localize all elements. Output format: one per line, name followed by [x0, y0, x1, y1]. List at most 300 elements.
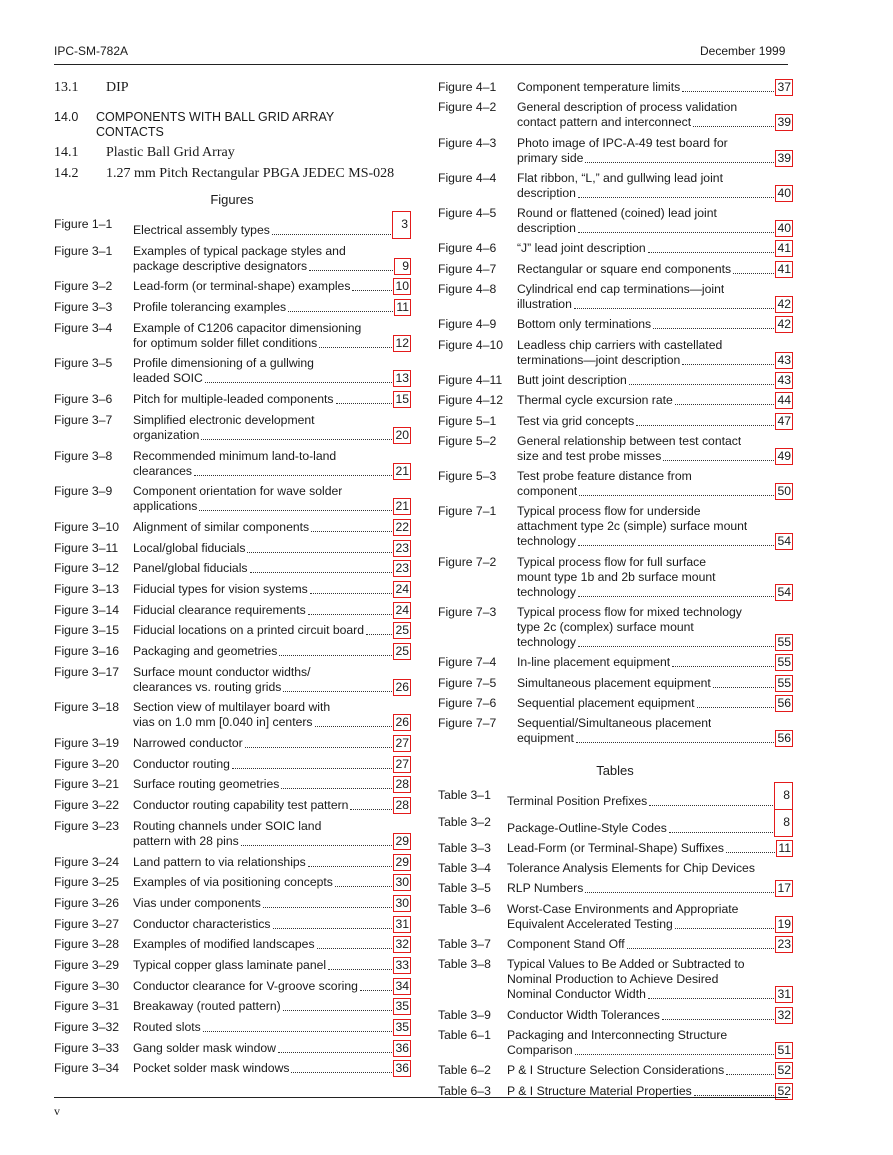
entry-title-line: Component temperature limits: [517, 80, 681, 94]
page-link[interactable]: 29: [395, 833, 409, 848]
figure-label: Figure 4–9: [438, 317, 497, 332]
table-entry: [438, 841, 792, 856]
page-link[interactable]: 11: [778, 840, 791, 855]
page-link[interactable]: 19: [777, 916, 791, 931]
page-link[interactable]: 35: [395, 1020, 409, 1034]
table-entry: [438, 881, 792, 896]
page-link[interactable]: 9: [395, 259, 410, 274]
page-link[interactable]: 55: [777, 635, 791, 650]
dot-leader: [576, 741, 775, 743]
page-link[interactable]: 21: [395, 499, 409, 514]
page-link[interactable]: 32: [395, 937, 409, 952]
figure-label: Figure 3–22: [54, 798, 120, 813]
figure-entry: [54, 937, 410, 952]
figure-label: Figure 3–26: [54, 895, 120, 910]
figure-entry: [54, 777, 410, 792]
figure-label: Figure 4–12: [438, 393, 504, 408]
entry-title-line: mount type 1b and 2b surface mount: [517, 569, 716, 584]
entry-title-line: Examples of typical package styles and: [133, 243, 346, 258]
entry-title-line: Conductor routing capability test pattern: [133, 798, 349, 813]
dot-leader: [311, 530, 392, 532]
page-link[interactable]: 33: [395, 957, 409, 972]
page-link[interactable]: 30: [395, 895, 409, 910]
page-link[interactable]: 28: [395, 777, 409, 792]
table-entry: [438, 1028, 792, 1058]
entry-title-line: Surface mount conductor widths/: [133, 664, 311, 679]
dot-leader: [360, 989, 393, 991]
page-link[interactable]: 42: [777, 297, 791, 312]
figure-entry: [54, 217, 410, 238]
dot-leader: [675, 927, 775, 929]
entry-title-line: Electrical assembly types: [133, 223, 270, 237]
entry-title-line: Packaging and Interconnecting Structure: [507, 1027, 728, 1042]
page-link[interactable]: 56: [777, 731, 791, 746]
page-link[interactable]: 49: [777, 448, 791, 463]
figure-label: Figure 3–23: [54, 818, 120, 833]
footer-rule: [54, 1097, 788, 1098]
figure-label: Figure 3–2: [54, 279, 113, 294]
figure-entry: [438, 206, 792, 236]
dot-leader: [648, 251, 775, 253]
dot-leader: [241, 844, 393, 846]
dot-leader: [627, 947, 775, 949]
entry-title-line: technology: [517, 635, 576, 650]
page-link[interactable]: 54: [777, 534, 791, 549]
figure-label: Figure 7–7: [438, 716, 497, 731]
figure-entry: [438, 338, 792, 368]
header-rule: [54, 64, 788, 65]
dot-leader: [636, 424, 774, 426]
entry-title-line: Conductor characteristics: [133, 916, 271, 931]
dot-leader: [669, 831, 773, 833]
section-number: 14.0: [54, 110, 79, 124]
entry-title-line: illustration: [517, 297, 572, 312]
dot-leader: [245, 746, 393, 748]
figure-entry: [54, 1061, 410, 1076]
page-link[interactable]: 43: [777, 352, 791, 367]
page-link[interactable]: 24: [395, 602, 409, 617]
figure-entry: [54, 541, 410, 556]
dot-leader: [682, 363, 774, 365]
page-link[interactable]: 50: [777, 484, 791, 499]
entry-title-line: Example of C1206 capacitor dimensioning: [133, 320, 362, 335]
section-entry: [54, 110, 410, 140]
figure-label: Figure 5–3: [438, 469, 497, 484]
entry-title-line: Typical process flow for mixed technology: [517, 605, 742, 620]
entry-title-line: Lead-form (or terminal-shape) examples: [133, 279, 351, 294]
entry-title-line: for optimum solder fillet conditions: [133, 335, 318, 350]
page-link[interactable]: 41: [777, 241, 791, 256]
dot-leader: [662, 1018, 775, 1020]
figure-entry: [54, 979, 410, 994]
page-link[interactable]: 54: [777, 584, 791, 599]
entry-title-line: type 2c (complex) surface mount: [517, 620, 694, 635]
entry-title-line: Routed slots: [133, 1020, 201, 1034]
dot-leader: [653, 327, 774, 329]
page-link[interactable]: 39: [777, 150, 791, 165]
page-link[interactable]: 12: [395, 335, 409, 350]
page-link[interactable]: 23: [395, 561, 409, 576]
page-link[interactable]: 25: [395, 623, 409, 638]
section-title: 1.27 mm Pitch Rectangular PBGA JEDEC MS-028: [106, 166, 395, 181]
figure-entry: [438, 100, 792, 130]
dot-leader: [726, 851, 775, 853]
entry-title-line: Fiducial locations on a printed circuit board: [133, 623, 365, 638]
figure-entry: [438, 171, 792, 201]
entry-title-line: Narrowed conductor: [133, 736, 243, 751]
page-link[interactable]: 24: [395, 581, 409, 596]
table-entry: [438, 957, 792, 1002]
page-link[interactable]: 44: [777, 393, 791, 408]
entry-title-line: Tolerance Analysis Elements for Chip Devices: [507, 861, 755, 876]
figure-label: Figure 4–4: [438, 170, 497, 185]
figure-entry: [54, 665, 410, 695]
entry-title-line: Photo image of IPC-A-49 test board for: [517, 135, 728, 150]
page-link[interactable]: 31: [395, 916, 409, 931]
dot-leader: [579, 494, 774, 496]
figure-entry: [438, 716, 792, 746]
page-link[interactable]: 28: [395, 798, 409, 813]
figure-label: Figure 3–3: [54, 300, 113, 315]
dot-leader: [578, 595, 774, 597]
dot-leader: [578, 196, 774, 198]
section-entry: [54, 80, 410, 96]
entry-title-line: Profile tolerancing examples: [133, 300, 287, 315]
entry-title-line: terminations—joint description: [517, 352, 681, 367]
dot-leader: [201, 438, 392, 440]
page-link[interactable]: 35: [395, 999, 409, 1014]
entry-title-line: Examples of modified landscapes: [133, 937, 315, 952]
figure-entry: [54, 700, 410, 730]
dot-leader: [283, 690, 392, 692]
figure-entry: [54, 999, 410, 1014]
entry-title-line: Typical process flow for underside: [517, 504, 701, 519]
page-link[interactable]: 27: [395, 756, 409, 771]
page-link[interactable]: 34: [395, 978, 409, 993]
table-label: Table 3–5: [438, 881, 491, 896]
entry-title-line: attachment type 2c (simple) surface mount: [517, 519, 748, 534]
dot-leader: [194, 474, 392, 476]
page-link[interactable]: 39: [777, 115, 791, 130]
figure-label: Figure 5–1: [438, 413, 497, 428]
entry-title-line: Conductor Width Tolerances: [507, 1007, 660, 1022]
dot-leader: [726, 1073, 774, 1075]
dot-leader: [675, 403, 775, 405]
entry-title-line: Nominal Conductor Width: [507, 987, 646, 1002]
entry-title-line: description: [517, 221, 576, 236]
dot-leader: [309, 269, 393, 271]
page-link[interactable]: 22: [395, 519, 409, 534]
figure-label: Figure 7–6: [438, 695, 497, 710]
dot-leader: [335, 885, 393, 887]
entry-title-line: Pitch for multiple-leaded components: [133, 392, 334, 407]
entry-title-line: P & I Structure Selection Considerations: [507, 1063, 725, 1078]
entry-title-line: General relationship between test contact: [517, 433, 742, 448]
entry-title-line: Examples of via positioning concepts: [133, 875, 333, 890]
page-link[interactable]: 47: [777, 413, 791, 428]
dot-leader: [278, 1051, 393, 1053]
figure-list-left: [54, 217, 410, 1076]
table-label: Table 3–1: [438, 788, 491, 803]
figures-heading: Figures: [210, 192, 254, 207]
figure-label: Figure 4–3: [438, 135, 497, 150]
figure-label: Figure 4–8: [438, 282, 497, 297]
entry-title-line: Vias under components: [133, 895, 261, 910]
page-link[interactable]: 36: [395, 1061, 409, 1076]
dot-leader: [328, 968, 392, 970]
figure-label: Figure 3–16: [54, 644, 120, 658]
page-link[interactable]: 55: [777, 655, 791, 670]
entry-title-line: technology: [517, 584, 576, 599]
figure-label: Figure 3–9: [54, 484, 113, 499]
figure-entry: [54, 321, 410, 351]
entry-title-line: Gang solder mask window: [133, 1040, 276, 1055]
page-link[interactable]: 52: [777, 1083, 791, 1098]
figure-entry: [438, 80, 792, 95]
entry-title-line: Component Stand Off: [507, 937, 625, 952]
page-link[interactable]: 25: [395, 644, 409, 658]
dot-leader: [247, 551, 392, 553]
page-link[interactable]: 37: [777, 80, 791, 94]
entry-title-line: Sequential placement equipment: [517, 695, 695, 710]
page-link[interactable]: 26: [395, 715, 409, 730]
page-link[interactable]: 30: [395, 875, 409, 890]
page-link[interactable]: 32: [777, 1007, 791, 1022]
page-link[interactable]: 3: [393, 212, 410, 238]
entry-title-line: clearances vs. routing grids: [133, 679, 282, 694]
page-link[interactable]: 23: [777, 937, 791, 952]
table-label: Table 3–6: [438, 901, 491, 916]
entry-title-line: Round or flattened (coined) lead joint: [517, 206, 717, 221]
entry-title-line: Simultaneous placement equipment: [517, 675, 711, 690]
entry-title-line: Nominal Production to Achieve Desired: [507, 972, 719, 987]
entry-title-line: Butt joint description: [517, 372, 627, 387]
page-link[interactable]: 55: [777, 675, 791, 690]
dot-leader: [694, 1094, 775, 1096]
table-entry: [438, 788, 792, 809]
dot-leader: [350, 808, 392, 810]
entry-title-line: Pocket solder mask windows: [133, 1061, 290, 1076]
page-link[interactable]: 43: [777, 372, 791, 387]
entry-title-line: Thermal cycle excursion rate: [517, 393, 673, 408]
figure-entry: [54, 644, 410, 659]
entry-title-line: Equivalent Accelerated Testing: [507, 916, 673, 931]
page-link[interactable]: 26: [395, 679, 409, 694]
figure-entry: [438, 373, 792, 388]
page-link[interactable]: 15: [395, 392, 409, 407]
section-title: DIP: [106, 80, 129, 95]
dot-leader: [199, 509, 392, 511]
dot-leader: [205, 381, 393, 383]
figure-label: Figure 3–18: [54, 700, 120, 715]
figure-entry: [438, 393, 792, 408]
figure-label: Figure 3–7: [54, 412, 113, 427]
entry-title-line: contact pattern and interconnect: [517, 115, 692, 130]
figure-label: Figure 1–1: [54, 217, 113, 231]
page-link[interactable]: 10: [395, 279, 409, 294]
dot-leader: [308, 865, 393, 867]
dot-leader: [366, 633, 392, 635]
figure-label: Figure 3–32: [54, 1020, 120, 1034]
section-list: [54, 80, 410, 182]
entry-title-line: Package-Outline-Style Codes: [507, 820, 667, 835]
figure-label: Figure 4–2: [438, 100, 497, 115]
figure-label: Figure 7–5: [438, 675, 497, 690]
table-entry: [438, 815, 792, 836]
entry-title-line: Profile dimensioning of a gullwing: [133, 356, 314, 371]
dot-leader: [279, 654, 392, 656]
figure-entry: [54, 896, 410, 911]
dot-leader: [733, 272, 774, 274]
figure-entry: [438, 241, 792, 256]
page-link[interactable]: 20: [395, 427, 409, 442]
dot-leader: [672, 665, 774, 667]
dot-leader: [281, 787, 392, 789]
figure-entry: [438, 696, 792, 711]
page-link[interactable]: 41: [777, 261, 791, 276]
page-link[interactable]: 27: [395, 736, 409, 751]
document-date: December 1999: [700, 44, 786, 58]
figure-entry: [54, 413, 410, 443]
figure-label: Figure 3–14: [54, 602, 120, 617]
section-entry: [54, 145, 410, 161]
figure-label: Figure 3–8: [54, 448, 113, 463]
figure-entry: [54, 819, 410, 849]
figure-label: Figure 4–5: [438, 206, 497, 221]
entry-title-line: Surface routing geometries: [133, 777, 280, 792]
entry-title-line: Sequential/Simultaneous placement: [517, 716, 712, 731]
table-label: Table 3–7: [438, 937, 491, 952]
page-link[interactable]: 51: [777, 1042, 791, 1057]
dot-leader: [291, 1071, 392, 1073]
entry-title-line: organization: [133, 427, 200, 442]
dot-leader: [288, 310, 393, 312]
figure-label: Figure 3–12: [54, 561, 120, 576]
table-list: [438, 788, 792, 1098]
entry-title-line: Fiducial clearance requirements: [133, 602, 306, 617]
page-link[interactable]: 56: [777, 695, 791, 710]
figure-entry: [438, 655, 792, 670]
figure-label: Figure 3–33: [54, 1040, 120, 1055]
entry-title-line: Worst-Case Environments and Appropriate: [507, 901, 739, 916]
figure-entry: [438, 262, 792, 277]
entry-title-line: Local/global fiducials: [133, 540, 246, 555]
table-entry: [438, 861, 792, 876]
page-link[interactable]: 21: [395, 463, 409, 478]
figure-entry: [54, 244, 410, 274]
dot-leader: [336, 402, 393, 404]
figure-entry: [54, 798, 410, 813]
dot-leader: [682, 90, 774, 92]
section-number: 13.1: [54, 80, 79, 95]
entry-title-line: Typical Values to Be Added or Subtracted to: [507, 957, 745, 972]
dot-leader: [263, 906, 393, 908]
entry-title-line: Conductor clearance for V-groove scoring: [133, 978, 358, 993]
page-link[interactable]: 40: [777, 185, 791, 200]
page-link[interactable]: 29: [395, 854, 409, 869]
figure-label: Figure 3–5: [54, 356, 113, 371]
entry-title-line: Simplified electronic development: [133, 412, 315, 427]
entry-title-line: Component orientation for wave solder: [133, 484, 343, 499]
table-entry: [438, 1008, 792, 1023]
figure-entry: [54, 603, 410, 618]
entry-title-line: Land pattern to via relationships: [133, 854, 306, 869]
figure-entry: [54, 561, 410, 576]
figure-label: Figure 5–2: [438, 433, 497, 448]
tables-heading: Tables: [596, 763, 634, 779]
entry-title-line: package descriptive designators: [133, 258, 308, 273]
page-link[interactable]: 8: [775, 810, 792, 836]
dot-leader: [649, 804, 773, 806]
entry-title-line: Breakaway (routed pattern): [133, 999, 281, 1014]
entry-title-line: leaded SOIC: [133, 371, 203, 386]
dot-leader: [319, 346, 392, 348]
page-link[interactable]: 52: [777, 1063, 791, 1078]
dot-leader: [585, 891, 774, 893]
page-link[interactable]: 36: [395, 1040, 409, 1055]
page-link[interactable]: 42: [777, 317, 791, 332]
figure-label: Figure 7–4: [438, 655, 497, 670]
figure-entry: [54, 736, 410, 751]
figure-entry: [438, 317, 792, 332]
section-title: Plastic Ball Grid Array: [106, 145, 235, 160]
table-entry: [438, 937, 792, 952]
table-entry: [438, 1063, 792, 1078]
figure-label: Figure 3–31: [54, 999, 120, 1014]
page-link[interactable]: 17: [777, 881, 791, 896]
dot-leader: [663, 459, 774, 461]
page-link[interactable]: 11: [396, 300, 409, 315]
entry-title-line: P & I Structure Material Properties: [507, 1083, 692, 1098]
entry-title-line: In-line placement equipment: [517, 655, 671, 670]
figure-entry: [438, 136, 792, 166]
figure-entry: [54, 623, 410, 638]
figure-label: Figure 4–1: [438, 80, 497, 94]
page-link[interactable]: 8: [775, 783, 792, 809]
figure-entry: [54, 1020, 410, 1035]
table-label: Table 3–2: [438, 814, 491, 829]
figure-entry: [438, 414, 792, 429]
figure-entry: [438, 469, 792, 499]
entry-title-line: equipment: [517, 731, 574, 746]
entry-title-line: Test via grid concepts: [517, 413, 635, 428]
entry-title-line: Bottom only terminations: [517, 317, 652, 332]
page-link[interactable]: 40: [777, 221, 791, 236]
figure-label: Figure 3–34: [54, 1061, 120, 1076]
figure-label: Figure 3–25: [54, 875, 120, 890]
entry-title-line: Fiducial types for vision systems: [133, 581, 308, 596]
table-label: Table 6–3: [438, 1083, 491, 1098]
figure-label: Figure 3–17: [54, 664, 120, 679]
section-entry: [54, 166, 410, 182]
page-link[interactable]: 13: [395, 371, 409, 386]
table-label: Table 6–1: [438, 1027, 491, 1042]
page-link[interactable]: 23: [395, 540, 409, 555]
figure-label: Figure 3–10: [54, 519, 120, 534]
dot-leader: [308, 613, 393, 615]
entry-title-line: Section view of multilayer board with: [133, 700, 331, 715]
left-column: [54, 80, 410, 1082]
page-link[interactable]: 31: [777, 987, 791, 1002]
entry-title-line: Leadless chip carriers with castellated: [517, 337, 723, 352]
dot-leader: [273, 927, 393, 929]
figure-label: Figure 3–28: [54, 937, 120, 952]
entry-title-line: Panel/global fiducials: [133, 561, 248, 576]
entry-title-line: Test probe feature distance from: [517, 469, 692, 484]
entry-title-line: Conductor routing: [133, 756, 230, 771]
figure-label: Figure 7–1: [438, 504, 497, 519]
entry-title-line: Flat ribbon, “L,” and gullwing lead joint: [517, 170, 723, 185]
